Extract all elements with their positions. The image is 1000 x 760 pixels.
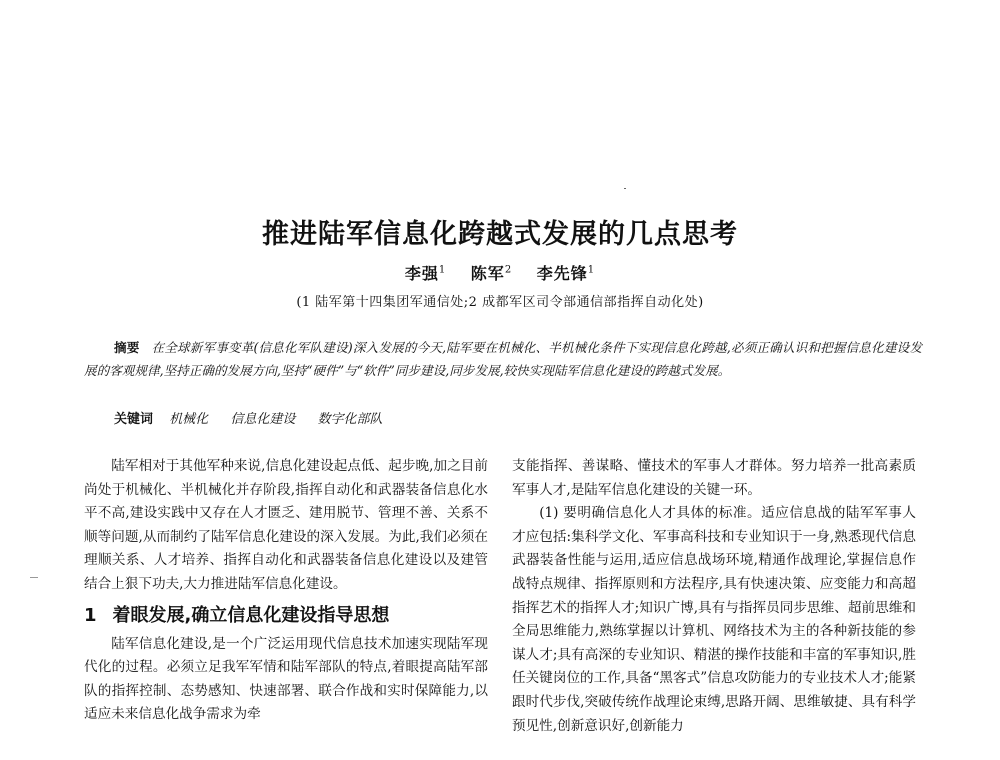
paragraph: (1) 要明确信息化人才具体的标准。适应信息战的陆军军事人才应包括:集科学文化、军事高科技和专业知识于一身,熟悉现代信息武器装备性能与运用,适应信息战场环境,精通作战理论,掌握信息作战特点规律、指挥原则和方法程序,具有快速决策、应变能力和高超指挥艺术的指挥人才;知识广博,具有与指挥员同步思维、超前思维和全局思维能力,熟练掌握以计算机、网络技术为主的各种新技能的参谋人才;具有高深的专业知识、精湛的操作技能和丰富的军事知识,胜任关键岗位的工作,具备“黑客式”信息攻防能力的专业技术人才;能紧跟时代步伐,突破传统作战理论束缚,思路开阔、思维敏捷、具有科学预见性,创新意识好,创新能力 [512, 505, 916, 734]
section-number: 1 [84, 604, 97, 626]
author-name: 陈军 [470, 264, 505, 283]
author-affil-mark: 2 [504, 264, 513, 276]
author-name: 李强 [404, 264, 439, 283]
author-2 [471, 264, 512, 283]
keyword: 信息化建设 [230, 412, 296, 427]
right-column [512, 455, 916, 738]
keywords-label: 关键词 [114, 412, 154, 427]
scan-speck [624, 188, 626, 189]
keyword: 机械化 [169, 412, 209, 427]
intro-paragraph: 陆军相对于其他军种来说,信息化建设起点低、起步晚,加之目前尚处于机械化、半机械化并存阶段,指挥自动化和武器装备信息化水平不高,建设实践中又存在人才匮乏、建用脱节、管理不善、关系不顺等问题,从而制约了陆军信息化建设的深入发展。为此,我们必须在理顺关系、人才培养、指挥自动化和武器装备信息化建设以及建管结合上狠下功夫,大力推进陆军信息化建设。 [84, 458, 488, 592]
author-list [0, 261, 1000, 284]
left-column [84, 455, 488, 727]
author-affil-mark: 1 [587, 264, 596, 276]
abstract [84, 336, 922, 382]
author-3 [537, 264, 595, 283]
section-title: 着眼发展,确立信息化建设指导思想 [112, 604, 390, 626]
section-heading [84, 603, 488, 629]
author-affil-mark: 1 [438, 264, 447, 276]
abstract-text: 在全球新军事变革(信息化军队建设)深入发展的今天,陆军要在机械化、半机械化条件下实现信息化跨越,必须正确认识和把握信息化建设发展的客观规律,坚持正确的发展方向,坚持“硬件”与“软件”同步建设,同步发展,较快实现陆军信息化建设的跨越式发展。 [84, 340, 922, 378]
section-paragraph: 陆军信息化建设,是一个广泛运用现代信息技术加速实现陆军现代化的过程。必须立足我军军情和陆军部队的特点,着眼提高陆军部队的指挥控制、态势感知、快速部署、联合作战和实时保障能力,以适应未来信息化战争需求为牵 [84, 635, 488, 723]
author-1 [405, 264, 446, 283]
keyword: 数字化部队 [317, 412, 383, 427]
keywords [114, 408, 400, 427]
page-title: 推进陆军信息化跨越式发展的几点思考 [262, 219, 738, 251]
abstract-label: 摘要 [114, 340, 140, 355]
author-name: 李先锋 [536, 264, 588, 283]
scan-mark [30, 577, 38, 578]
affiliation: (1 陆军第十四集团军通信处;2 成都军区司令部通信部指挥自动化处) [296, 295, 704, 310]
continued-paragraph: 支能指挥、善谋略、懂技术的军事人才群体。努力培养一批高素质军事人才,是陆军信息化建设的关键一环。 [512, 458, 916, 498]
